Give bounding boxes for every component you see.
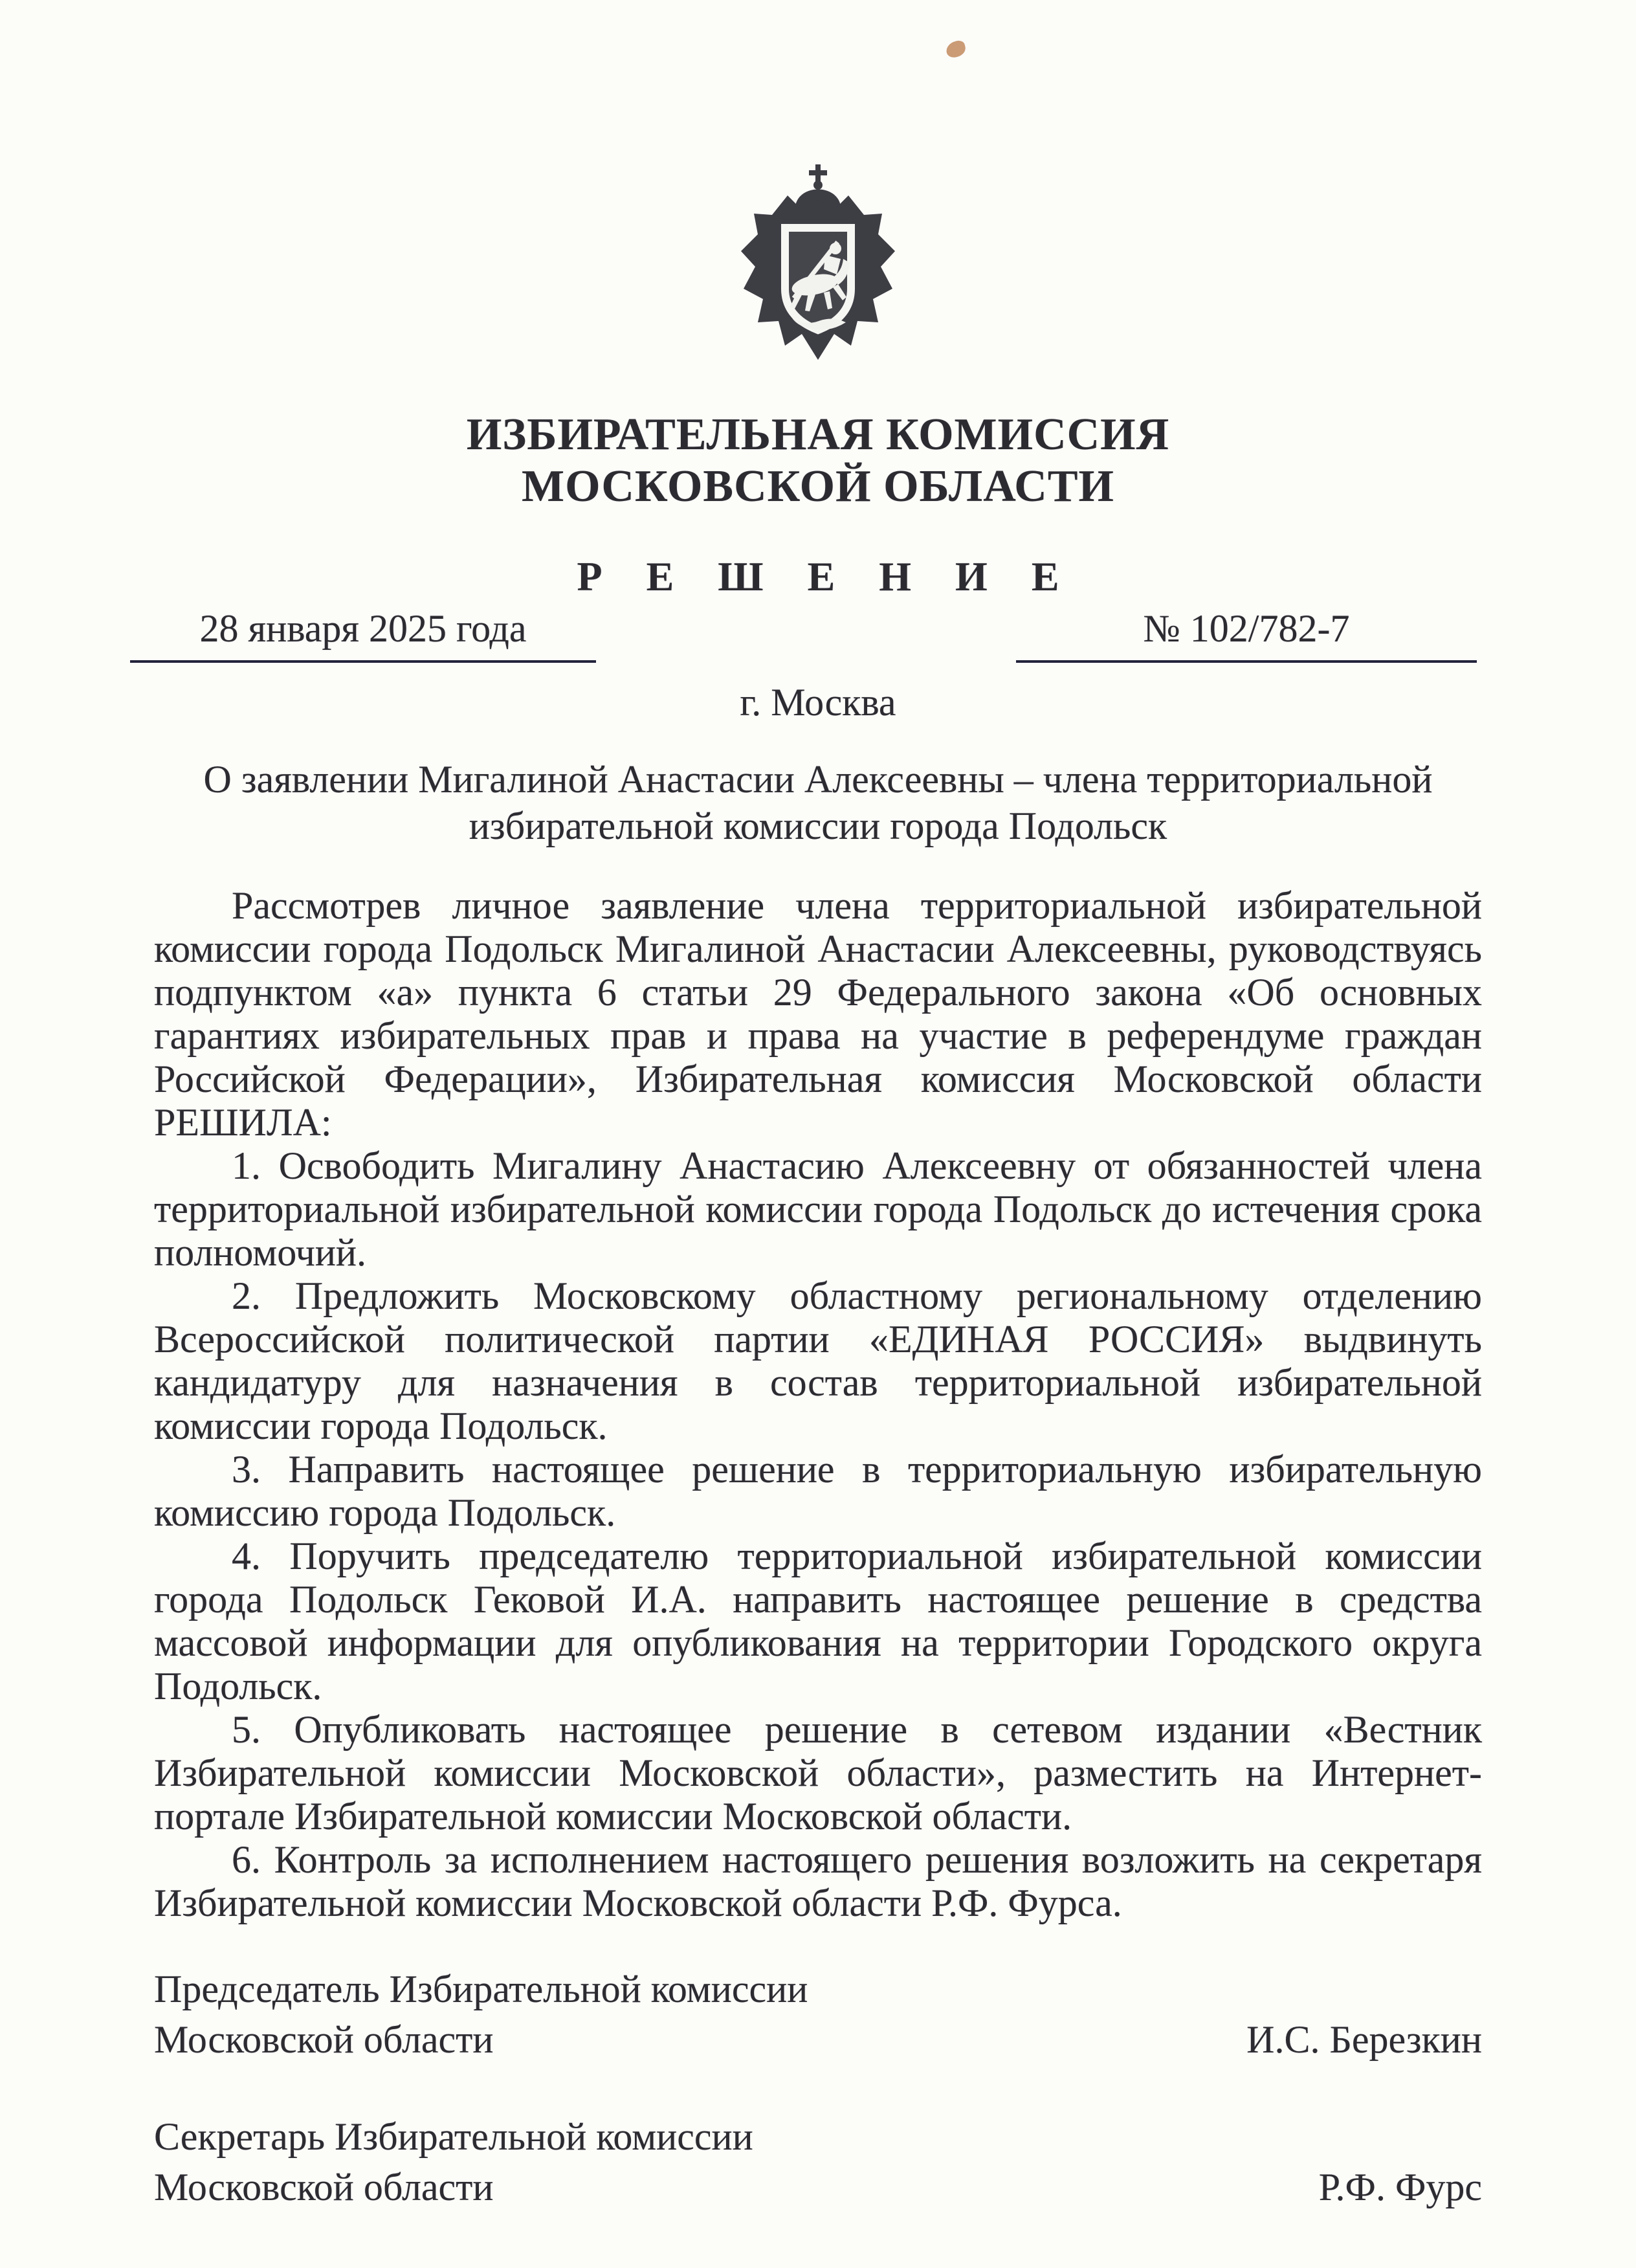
meta-row — [130, 607, 1477, 663]
paragraph-item-1: 1. Освободить Мигалину Анастасию Алексеевну от обязанностей члена территориальной избирательной комиссии города Подольск до истечения срока полномочий. — [154, 1144, 1482, 1274]
signature-role-line2: Московской области — [154, 2166, 494, 2208]
paragraph-item-4: 4. Поручить председателю территориальной избирательной комиссии города Подольск Гековой И.А. направить настоящее решение в средства массовой информации для опубликования на территории Городского округа Подольск. — [154, 1535, 1482, 1707]
signature-role — [154, 1964, 808, 2065]
number-field — [1016, 607, 1477, 663]
scan-stain — [945, 39, 967, 60]
signature-block — [154, 1964, 1482, 2212]
signature-role — [154, 2111, 753, 2212]
doc-title-line1: О заявлении Мигалиной Анастасии Алексеевны – члена территориальной — [203, 758, 1433, 801]
signature-row-secretary — [154, 2111, 1482, 2212]
signature-role-line1: Председатель Избирательной комиссии — [154, 1968, 808, 2010]
org-name-line1: ИЗБИРАТЕЛЬНАЯ КОМИССИЯ — [466, 410, 1170, 460]
signature-name: И.С. Березкин — [1246, 2018, 1482, 2061]
paragraph-item-6: 6. Контроль за исполнением настоящего решения возложить на секретаря Избирательной комиссии Московской области Р.Ф. Фурса. — [154, 1838, 1482, 1924]
date-value: 28 января 2025 года — [199, 607, 527, 650]
org-name-line2: МОСКОВСКОЙ ОБЛАСТИ — [522, 461, 1114, 511]
paragraph-item-5: 5. Опубликовать настоящее решение в сетевом издании «Вестник Избирательной комиссии Московской области», разместить на Интернет-портале Избирательной комиссии Московской области. — [154, 1708, 1482, 1838]
number-value: № 102/782-7 — [1143, 607, 1350, 650]
signature-role-line2: Московской области — [154, 2018, 494, 2061]
date-field — [130, 607, 596, 663]
city-line: г. Москва — [740, 681, 896, 724]
signature-role-line1: Секретарь Избирательной комиссии — [154, 2115, 753, 2158]
signature-name: Р.Ф. Фурс — [1318, 2166, 1482, 2208]
signature-row-chairman — [154, 1964, 1482, 2065]
paragraph-item-2: 2. Предложить Московскому областному региональному отделению Всероссийской политической партии «ЕДИНАЯ РОССИЯ» выдвинуть кандидатуру для назначения в состав территориальной избирательной комиссии города Подольск. — [154, 1274, 1482, 1447]
doc-title-line2: избирательной комиссии города Подольск — [469, 805, 1167, 847]
doc-title — [0, 756, 1636, 849]
org-name — [0, 409, 1636, 513]
paragraph-item-3: 3. Направить настоящее решение в территориальную избирательную комиссию города Подольск. — [154, 1448, 1482, 1534]
paragraph-preamble: Рассмотрев личное заявление члена территориальной избирательной комиссии города Подольск Мигалиной Анастасии Алексеевны, руководствуясь подпунктом «а» пункта 6 статьи 29 Федерального закона «Об основных гарантиях избирательных прав и права на участие в референдуме граждан Российской Федерации», Избирательная комиссия Московской области РЕШИЛА: — [154, 884, 1482, 1144]
coat-of-arms-moscow-region-icon — [737, 162, 899, 375]
document-body — [154, 884, 1482, 1925]
doc-type-heading: Р Е Ш Е Н И Е — [577, 553, 1076, 599]
